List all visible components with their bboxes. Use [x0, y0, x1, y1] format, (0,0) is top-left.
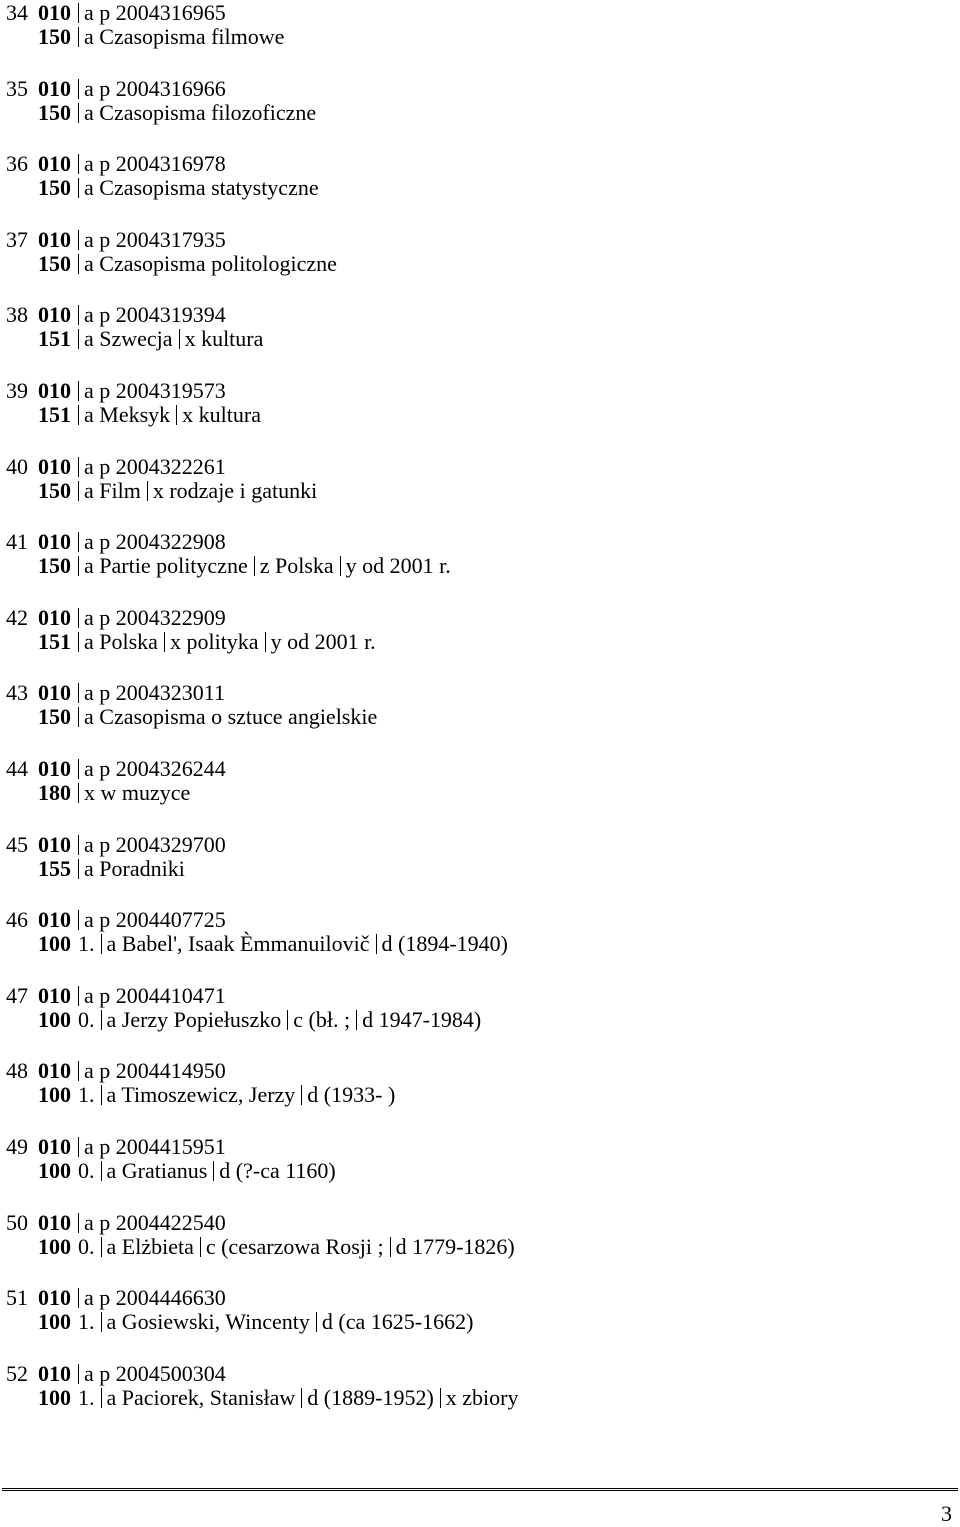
record-number: 51 [6, 1285, 28, 1311]
field-tag: 010 [38, 1058, 71, 1084]
record-entry [6, 151, 946, 227]
field-tag: 010 [38, 680, 71, 706]
record-number: 37 [6, 226, 28, 252]
heading-field [38, 704, 383, 730]
field-tag: 010 [38, 0, 71, 25]
subfield: a Paciorek, Stanisław [101, 1388, 296, 1408]
subfield: x rodzaje i gatunki [147, 481, 317, 501]
field-tag: 100 [38, 1309, 71, 1335]
indicator: 1. [78, 1384, 95, 1410]
heading-field [38, 1385, 524, 1411]
field-tag: 180 [38, 779, 71, 805]
control-number-field [6, 1285, 232, 1311]
subfield: a p 2004415951 [78, 1137, 226, 1157]
subfield: a Szwecja [78, 329, 173, 349]
subfield: a p 2004323011 [78, 683, 225, 703]
subfield: a p 2004414950 [78, 1061, 226, 1081]
field-tag: 150 [38, 704, 71, 730]
heading-field [38, 1234, 521, 1260]
field-tag: 010 [38, 982, 71, 1008]
subfield: a p 2004316978 [78, 154, 226, 174]
subfield: c (bł. ; [287, 1010, 350, 1030]
heading-field [38, 175, 325, 201]
field-tag: 010 [38, 529, 71, 555]
heading-field [38, 251, 343, 277]
subfield: a p 2004319573 [78, 381, 226, 401]
subfield: a Gosiewski, Wincenty [101, 1312, 310, 1332]
heading-field [38, 1082, 401, 1108]
subfield: c (cesarzowa Rosji ; [200, 1237, 384, 1257]
subfield: d (ca 1625-1662) [316, 1312, 474, 1332]
field-tag: 010 [38, 604, 71, 630]
field-tag: 151 [38, 628, 71, 654]
record-entry [6, 1361, 946, 1437]
record-entry [6, 454, 946, 530]
field-tag: 100 [38, 1006, 71, 1032]
field-tag: 010 [38, 1209, 71, 1235]
control-number-field [6, 680, 231, 706]
record-entry [6, 227, 946, 303]
subfield: a p 2004329700 [78, 835, 226, 855]
field-tag: 100 [38, 931, 71, 957]
subfield: a Gratianus [101, 1161, 208, 1181]
control-number-field [6, 1134, 232, 1160]
field-tag: 010 [38, 302, 71, 328]
subfield: y od 2001 r. [340, 556, 451, 576]
heading-field [38, 553, 457, 579]
field-tag: 010 [38, 1285, 71, 1311]
field-tag: 010 [38, 755, 71, 781]
field-tag: 150 [38, 477, 71, 503]
subfield: a Partie polityczne [78, 556, 248, 576]
record-number: 47 [6, 982, 28, 1008]
marc-record-list [6, 0, 946, 1436]
record-number: 42 [6, 604, 28, 630]
subfield: a p 2004407725 [78, 910, 226, 930]
record-entry [6, 1210, 946, 1286]
indicator: 0. [78, 1157, 95, 1183]
field-tag: 150 [38, 24, 71, 49]
record-entry [6, 680, 946, 756]
control-number-field [6, 529, 232, 555]
heading-field [38, 24, 290, 50]
subfield: a Meksyk [78, 405, 170, 425]
record-entry [6, 529, 946, 605]
field-tag: 155 [38, 855, 71, 881]
subfield: a p 2004326244 [78, 759, 226, 779]
heading-field [38, 1309, 479, 1335]
control-number-field [6, 1058, 232, 1084]
field-tag: 151 [38, 326, 71, 352]
subfield: a Elżbieta [101, 1237, 194, 1257]
field-tag: 010 [38, 1360, 71, 1386]
field-tag: 150 [38, 175, 71, 201]
record-number: 50 [6, 1209, 28, 1235]
control-number-field [6, 76, 232, 102]
record-number: 38 [6, 302, 28, 328]
indicator: 1. [78, 1082, 95, 1108]
field-tag: 150 [38, 250, 71, 276]
heading-field [38, 629, 382, 655]
indicator: 1. [78, 931, 95, 957]
heading-field [38, 478, 323, 504]
record-number: 35 [6, 75, 28, 101]
subfield: a Jerzy Popiełuszko [101, 1010, 282, 1030]
field-tag: 010 [38, 226, 71, 252]
record-entry [6, 76, 946, 152]
record-entry [6, 1058, 946, 1134]
subfield: x kultura [176, 405, 261, 425]
record-number: 39 [6, 377, 28, 403]
heading-field [38, 931, 514, 957]
record-entry [6, 907, 946, 983]
field-tag: 010 [38, 1133, 71, 1159]
record-number: 46 [6, 907, 28, 933]
subfield: a Film [78, 481, 141, 501]
field-tag: 100 [38, 1384, 71, 1410]
record-number: 40 [6, 453, 28, 479]
indicator: 1. [78, 1309, 95, 1335]
subfield: a p 2004322908 [78, 532, 226, 552]
control-number-field [6, 0, 232, 26]
control-number-field [6, 454, 232, 480]
subfield: x kultura [179, 329, 264, 349]
subfield: a Poradniki [78, 859, 185, 879]
record-entry [6, 1134, 946, 1210]
subfield: a p 2004422540 [78, 1213, 226, 1233]
control-number-field [6, 302, 232, 328]
control-number-field [6, 832, 232, 858]
subfield: x w muzyce [78, 783, 190, 803]
subfield: a Czasopisma statystyczne [78, 178, 319, 198]
field-tag: 010 [38, 75, 71, 101]
subfield: d 1947-1984) [356, 1010, 481, 1030]
field-tag: 100 [38, 1157, 71, 1183]
record-number: 43 [6, 680, 28, 706]
record-number: 49 [6, 1133, 28, 1159]
subfield: x polityka [164, 632, 259, 652]
record-entry [6, 832, 946, 908]
control-number-field [6, 1210, 232, 1236]
record-number: 34 [6, 0, 28, 25]
subfield: a Czasopisma o sztuce angielskie [78, 707, 377, 727]
record-number: 48 [6, 1058, 28, 1084]
field-tag: 010 [38, 151, 71, 177]
record-entry [6, 605, 946, 681]
control-number-field [6, 983, 232, 1009]
field-tag: 010 [38, 377, 71, 403]
heading-field [38, 1158, 342, 1184]
control-number-field [6, 756, 232, 782]
subfield: a Polska [78, 632, 158, 652]
field-tag: 010 [38, 831, 71, 857]
subfield: a p 2004410471 [78, 986, 226, 1006]
heading-field [38, 100, 322, 126]
subfield: a p 2004322261 [78, 457, 226, 477]
subfield: d (1933- ) [301, 1085, 395, 1105]
heading-field [38, 856, 191, 882]
record-entry [6, 378, 946, 454]
footer-divider [2, 1488, 958, 1491]
subfield: d (1889-1952) [301, 1388, 433, 1408]
subfield: a p 2004316966 [78, 79, 226, 99]
heading-field [38, 1007, 487, 1033]
field-tag: 010 [38, 907, 71, 933]
record-entry [6, 302, 946, 378]
subfield: a p 2004322909 [78, 608, 226, 628]
subfield: a Czasopisma filmowe [78, 27, 284, 47]
control-number-field [6, 1361, 232, 1387]
heading-field [38, 780, 196, 806]
subfield: a Czasopisma politologiczne [78, 254, 337, 274]
control-number-field [6, 605, 232, 631]
field-tag: 100 [38, 1082, 71, 1108]
subfield: a Timoszewicz, Jerzy [101, 1085, 296, 1105]
record-number: 41 [6, 529, 28, 555]
subfield: a p 2004500304 [78, 1364, 226, 1384]
control-number-field [6, 227, 232, 253]
record-number: 45 [6, 831, 28, 857]
control-number-field [6, 151, 232, 177]
record-entry [6, 756, 946, 832]
subfield: d (?-ca 1160) [213, 1161, 335, 1181]
subfield: a p 2004446630 [78, 1288, 226, 1308]
field-tag: 010 [38, 453, 71, 479]
record-entry [6, 1285, 946, 1361]
page-number: 3 [941, 1501, 952, 1526]
heading-field [38, 326, 269, 352]
record-entry [6, 0, 946, 76]
control-number-field [6, 378, 232, 404]
subfield: a p 2004317935 [78, 230, 226, 250]
subfield: y od 2001 r. [265, 632, 376, 652]
heading-field [38, 402, 267, 428]
subfield: x zbiory [440, 1388, 519, 1408]
record-number: 52 [6, 1360, 28, 1386]
control-number-field [6, 907, 232, 933]
subfield: a Czasopisma filozoficzne [78, 103, 316, 123]
record-number: 36 [6, 151, 28, 177]
field-tag: 151 [38, 401, 71, 427]
indicator: 0. [78, 1233, 95, 1259]
subfield: a p 2004316965 [78, 3, 226, 23]
subfield: a Babel', Isaak Èmmanuilovič [101, 934, 370, 954]
field-tag: 150 [38, 553, 71, 579]
subfield: z Polska [254, 556, 334, 576]
field-tag: 150 [38, 99, 71, 125]
field-tag: 100 [38, 1233, 71, 1259]
record-number: 44 [6, 755, 28, 781]
subfield: a p 2004319394 [78, 305, 226, 325]
record-entry [6, 983, 946, 1059]
subfield: d (1894-1940) [376, 934, 508, 954]
indicator: 0. [78, 1006, 95, 1032]
subfield: d 1779-1826) [390, 1237, 515, 1257]
